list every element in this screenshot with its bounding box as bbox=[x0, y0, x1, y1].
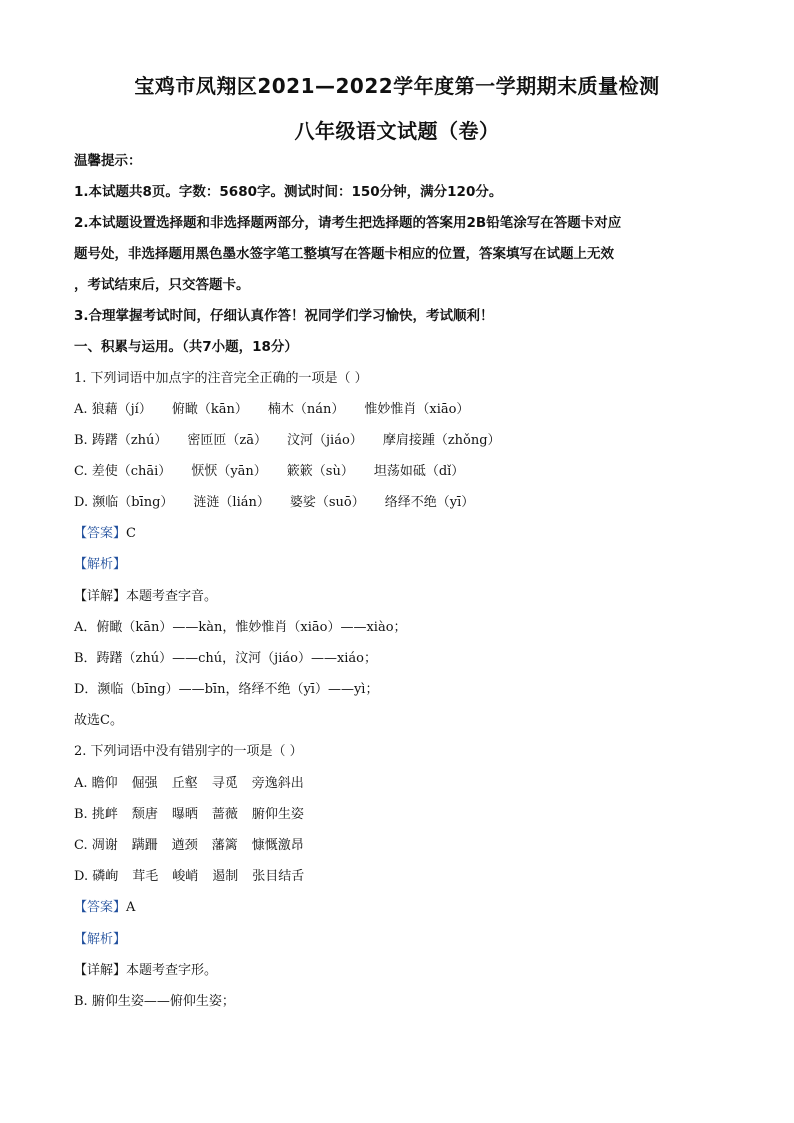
option-word: 汶河（jiáo） bbox=[287, 433, 363, 448]
question-2-option-a bbox=[74, 775, 304, 793]
notice-item-2-line-2: 题号处，非选择题用黑色墨水签字笔工整填写在答题卡相应的位置，答案填写在试题上无效 bbox=[74, 246, 614, 262]
option-word: 颓唐 bbox=[131, 807, 158, 822]
answer-tag: 【答案】 bbox=[74, 900, 127, 915]
answer-tag: 【答案】 bbox=[74, 526, 127, 541]
option-word: 簌簌（sù） bbox=[286, 464, 354, 479]
option-word: B. 踌躇（zhú） bbox=[74, 433, 168, 448]
question-1-explain-d: D．濒临（bīng）——bīn，络绎不绝（yī）——yì； bbox=[74, 682, 379, 697]
option-word: C. 凋谢 bbox=[74, 838, 118, 853]
notice-item-2-line-1: 2.本试题设置选择题和非选择题两部分，请考生把选择题的答案用2B铅笔涂写在答题卡对应 bbox=[74, 215, 622, 231]
option-word: A. 狼藉（jí） bbox=[74, 402, 152, 417]
question-1-explain-b: B．踌躇（zhú）——chú，汶河（jiáo）——xiáo； bbox=[74, 651, 378, 666]
question-2-option-c bbox=[74, 837, 304, 855]
option-word: 婆娑（suō） bbox=[289, 495, 365, 510]
question-1-analysis-tag bbox=[74, 556, 126, 574]
analysis-tag: 【解析】 bbox=[74, 557, 127, 572]
question-2-answer bbox=[74, 899, 135, 917]
option-word: 蹒跚 bbox=[131, 838, 158, 853]
option-word: A. 瞻仰 bbox=[74, 776, 118, 791]
option-word: 密匝匝（zā） bbox=[187, 433, 268, 448]
question-1-answer bbox=[74, 525, 136, 543]
detail-text: 本题考查字形。 bbox=[126, 963, 218, 978]
exam-title: 宝鸡市凤翔区2021—2022学年度第一学期期末质量检测 bbox=[134, 74, 660, 98]
option-word: 坦荡如砥（dǐ） bbox=[373, 464, 465, 479]
question-2-detail bbox=[74, 962, 217, 980]
question-2-option-d bbox=[74, 868, 304, 886]
question-1-option-b bbox=[74, 432, 501, 450]
notice-label: 温馨提示： bbox=[74, 153, 142, 169]
option-word: 慷慨激昂 bbox=[251, 838, 304, 853]
option-word: 藩篱 bbox=[211, 838, 238, 853]
question-1-stem: 1. 下列词语中加点字的注音完全正确的一项是（ ） bbox=[74, 371, 368, 386]
option-word: 涟涟（lián） bbox=[193, 495, 270, 510]
option-word: 寻觅 bbox=[211, 776, 238, 791]
option-word: 曝晒 bbox=[171, 807, 198, 822]
option-word: 摩肩接踵（zhǒng） bbox=[382, 433, 501, 448]
question-1-option-a bbox=[74, 401, 469, 419]
notice-item-1: 1.本试题共8页。字数：5680字。测试时间：150分钟，满分120分。 bbox=[74, 184, 503, 200]
question-1-conclusion: 故选C。 bbox=[74, 713, 123, 728]
option-word: 峻峭 bbox=[172, 869, 199, 884]
question-2-explain-b: B. 腑仰生姿——俯仰生姿； bbox=[74, 994, 235, 1009]
question-2-stem: 2. 下列词语中没有错别字的一项是（ ） bbox=[74, 744, 303, 759]
option-word: 丘壑 bbox=[171, 776, 198, 791]
answer-value: C bbox=[126, 526, 136, 541]
question-1-option-d bbox=[74, 494, 474, 512]
option-word: 腑仰生姿 bbox=[251, 807, 304, 822]
option-word: 倔强 bbox=[131, 776, 158, 791]
option-word: 蔷薇 bbox=[211, 807, 238, 822]
option-word: 旁逸斜出 bbox=[251, 776, 304, 791]
option-word: 俯瞰（kān） bbox=[171, 402, 248, 417]
option-word: D. 濒临（bīng） bbox=[74, 495, 174, 510]
option-word: B. 挑衅 bbox=[74, 807, 118, 822]
option-word: 遒颈 bbox=[171, 838, 198, 853]
option-word: 茸毛 bbox=[132, 869, 159, 884]
question-2-option-b bbox=[74, 806, 304, 824]
question-1-explain-a: A．俯瞰（kān）——kàn，惟妙惟肖（xiāo）——xiào； bbox=[74, 620, 407, 635]
option-word: 张目结舌 bbox=[252, 869, 305, 884]
detail-tag: 【详解】 bbox=[74, 963, 127, 978]
section-heading: 一、积累与运用。（共7小题，18分） bbox=[74, 339, 298, 355]
notice-item-2-line-3: ，考试结束后，只交答题卡。 bbox=[74, 277, 250, 293]
option-word: D. 磷峋 bbox=[74, 869, 119, 884]
question-2-analysis-tag bbox=[74, 931, 126, 949]
option-word: 楠木（nán） bbox=[267, 402, 345, 417]
option-word: C. 差使（chāi） bbox=[74, 464, 172, 479]
option-word: 惟妙惟肖（xiāo） bbox=[364, 402, 470, 417]
notice-item-3: 3.合理掌握考试时间，仔细认真作答！祝同学们学习愉快，考试顺利！ bbox=[74, 308, 494, 324]
question-1-detail bbox=[74, 588, 217, 606]
analysis-tag: 【解析】 bbox=[74, 932, 127, 947]
option-word: 遏制 bbox=[212, 869, 239, 884]
option-word: 络绎不绝（yī） bbox=[384, 495, 475, 510]
detail-text: 本题考查字音。 bbox=[126, 589, 218, 604]
option-word: 恹恹（yān） bbox=[191, 464, 267, 479]
question-1-option-c bbox=[74, 463, 464, 481]
detail-tag: 【详解】 bbox=[74, 589, 127, 604]
answer-value: A bbox=[126, 900, 136, 915]
exam-subtitle: 八年级语文试题（卷） bbox=[294, 119, 500, 143]
